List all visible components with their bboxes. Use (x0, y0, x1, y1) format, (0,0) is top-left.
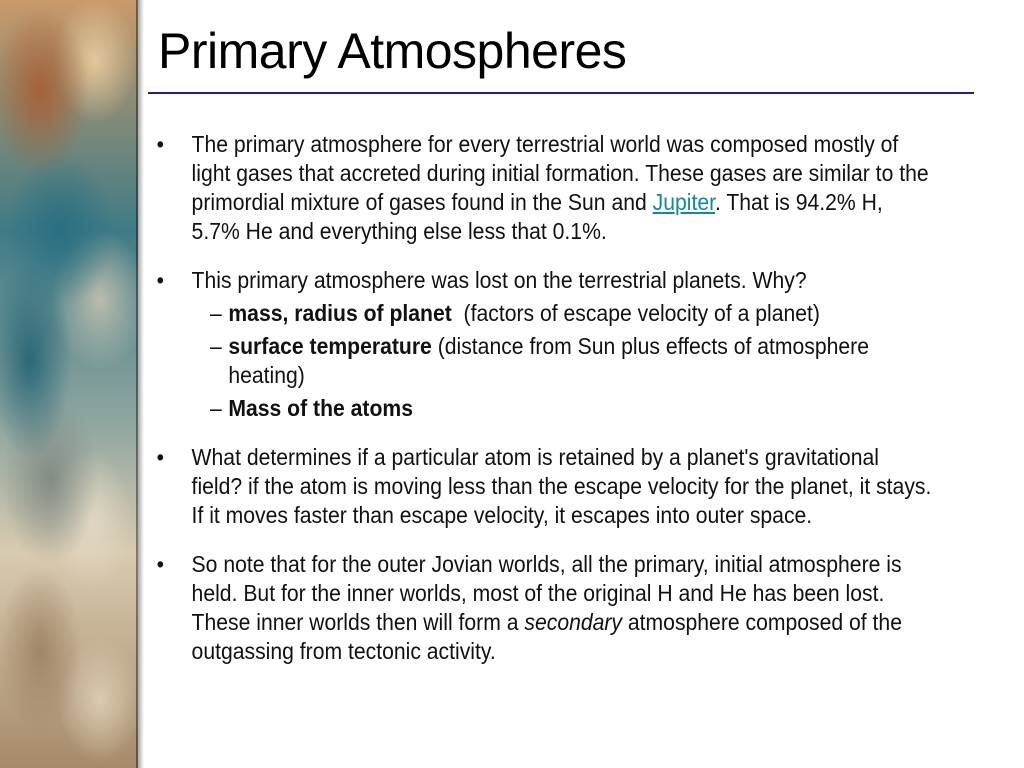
sub-bullet-text (228, 394, 934, 423)
sub-bullet-item (192, 299, 934, 328)
bullet-body (192, 266, 934, 423)
bullet-text: This primary atmosphere was lost on the terrestrial planets. Why? (191, 267, 807, 293)
dash-mark: – (209, 333, 222, 359)
sub-bullet-rest: (distance from Sun plus effects of atmosphere heating) (228, 333, 869, 388)
bullet-text-part: The primary atmosphere for every terrestrial world was composed mostly of light gases that accreted during initial formation. These gases are similar to the primordial mixture of gases found in the Sun and (191, 131, 929, 215)
dash-mark: – (209, 395, 222, 421)
image-strip-shadow (136, 0, 144, 768)
sub-bullet-bold: surface temperature (228, 333, 432, 359)
bullet-mark: • (156, 444, 165, 470)
bullet-item (152, 443, 934, 530)
bullet-item (152, 266, 934, 423)
sub-bullet-bold: mass, radius of planet (228, 300, 452, 326)
bullet-mark: • (156, 267, 165, 293)
bullet-mark: • (156, 131, 165, 157)
bullet-text-part: . That is 94.2% H, 5.7% He and everything else less that 0.1%. (191, 189, 883, 244)
jupiter-link[interactable]: Jupiter (652, 189, 715, 215)
nebula-image-strip (0, 0, 138, 768)
bullet-item (152, 130, 934, 246)
slide-title: Primary Atmospheres (158, 23, 627, 79)
sub-bullet-text (228, 299, 934, 328)
sub-bullet-item (192, 394, 934, 423)
slide-content (152, 130, 934, 686)
title-underline (148, 92, 974, 94)
bullet-mark: • (156, 551, 165, 577)
emphasis-text: secondary (524, 609, 623, 635)
bullet-text (192, 550, 934, 666)
bullet-text-part: So note that for the outer Jovian worlds, all the primary, initial atmosphere is held. But for the inner worlds, most of the original H and He has been lost. These inner worlds then will form a (191, 551, 902, 635)
sub-bullet-item (192, 332, 934, 390)
sub-bullet-bold: Mass of the atoms (228, 395, 413, 421)
sub-bullet-rest: (factors of escape velocity of a planet) (451, 300, 820, 326)
bullet-item (152, 550, 934, 666)
bullet-text (192, 130, 934, 246)
bullet-text-part: atmosphere composed of the outgassing from tectonic activity. (191, 609, 902, 664)
sub-bullet-text (228, 332, 934, 390)
dash-mark: – (209, 300, 222, 326)
bullet-text: What determines if a particular atom is retained by a planet's gravitational field? if the atom is moving less than the escape velocity for the planet, it stays. If it moves faster than escape velocity, it escapes into outer space. (191, 444, 932, 528)
